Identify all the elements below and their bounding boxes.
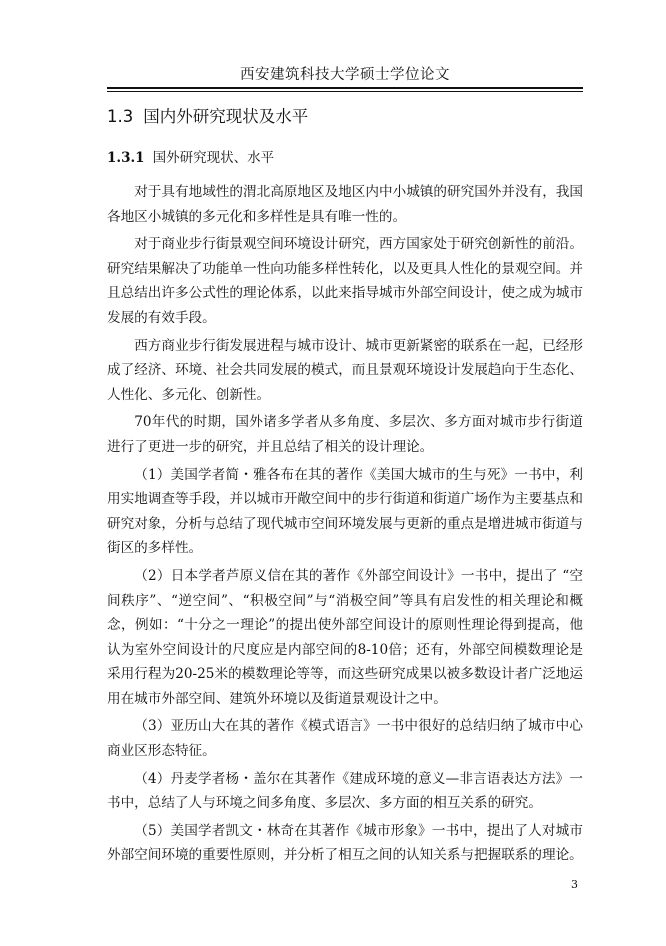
subsection-number: 1.3.1 (107, 150, 145, 166)
paragraph: （3）亚历山大在其的著作《模式语言》一书中很好的总结归纳了城市中心商业区形态特征。 (107, 718, 583, 760)
paragraph: （5）美国学者凯文・林奇在其著作《城市形象》一书中，提出了人对城市外部空间环境的重要性原则，并分析了相互之间的认知关系与把握联系的理论。 (107, 822, 583, 864)
subsection-title: 国外研究现状、水平 (152, 150, 275, 166)
section-number: 1.3 (107, 107, 134, 126)
header-rule-thin (107, 91, 583, 92)
paragraph: 对于具有地域性的渭北高原地区及地区内中小城镇的研究国外并没有，我国各地区小城镇的多元化和多样性是具有唯一性的。 (107, 184, 583, 225)
header-rule-thick (107, 87, 583, 89)
running-header: 西安建筑科技大学硕士学位论文 (240, 67, 450, 83)
section-heading (107, 106, 308, 128)
page-number: 3 (571, 878, 578, 891)
paragraph: 70年代的时期，国外诸多学者从多角度、多层次、多方面对城市步行街道进行了更进一步的研究，并且总结了相关的设计理论。 (107, 414, 583, 455)
paragraph: （4）丹麦学者杨・盖尔在其著作《建成环境的意义—非言语表达方法》一书中，总结了人与环境之间多角度、多层次、多方面的相互关系的研究。 (107, 770, 583, 812)
section-title: 国内外研究现状及水平 (143, 107, 309, 126)
subsection-heading (107, 148, 274, 168)
paragraph: 西方商业步行街发展进程与城市设计、城市更新紧密的联系在一起，已经形成了经济、环境、社会共同发展的模式，而且景观环境设计发展趋向于生态化、人性化、多元化、创新性。 (107, 337, 583, 403)
paragraph: （2）日本学者芦原义信在其的著作《外部空间设计》一书中，提出了 “空间秩序”、“逆空间”、“积极空间”与“消极空间”等具有启发性的相关理论和概念，例如：“十分之一理论”的提出使外部空间设计的原则性理论得到提高，他认为室外空间设计的尺度应是内部空间的8-10倍；还有，外部空间模数理论是采用行程为20-25米的模数理论等等，而这些研究成果以被多数设计者广泛地运用在城市外部空间、建筑外环境以及街道景观设计之中。 (107, 567, 583, 707)
paragraph: 对于商业步行街景观空间环境设计研究，西方国家处于研究创新性的前沿。研究结果解决了功能单一性向功能多样性转化，以及更具人性化的景观空间。并且总结出许多公式性的理论体系，以此来指导城市外部空间设计，使之成为城市发展的有效手段。 (107, 236, 583, 326)
body-text (107, 180, 583, 871)
paragraph: （1）美国学者简・雅各布在其的著作《美国大城市的生与死》一书中，利用实地调查等手段，并以城市开敞空间中的步行街道和街道广场作为主要基点和研究对象，分析与总结了现代城市空间环境发展与更新的重点是增进城市街道与街区的多样性。 (107, 466, 583, 557)
